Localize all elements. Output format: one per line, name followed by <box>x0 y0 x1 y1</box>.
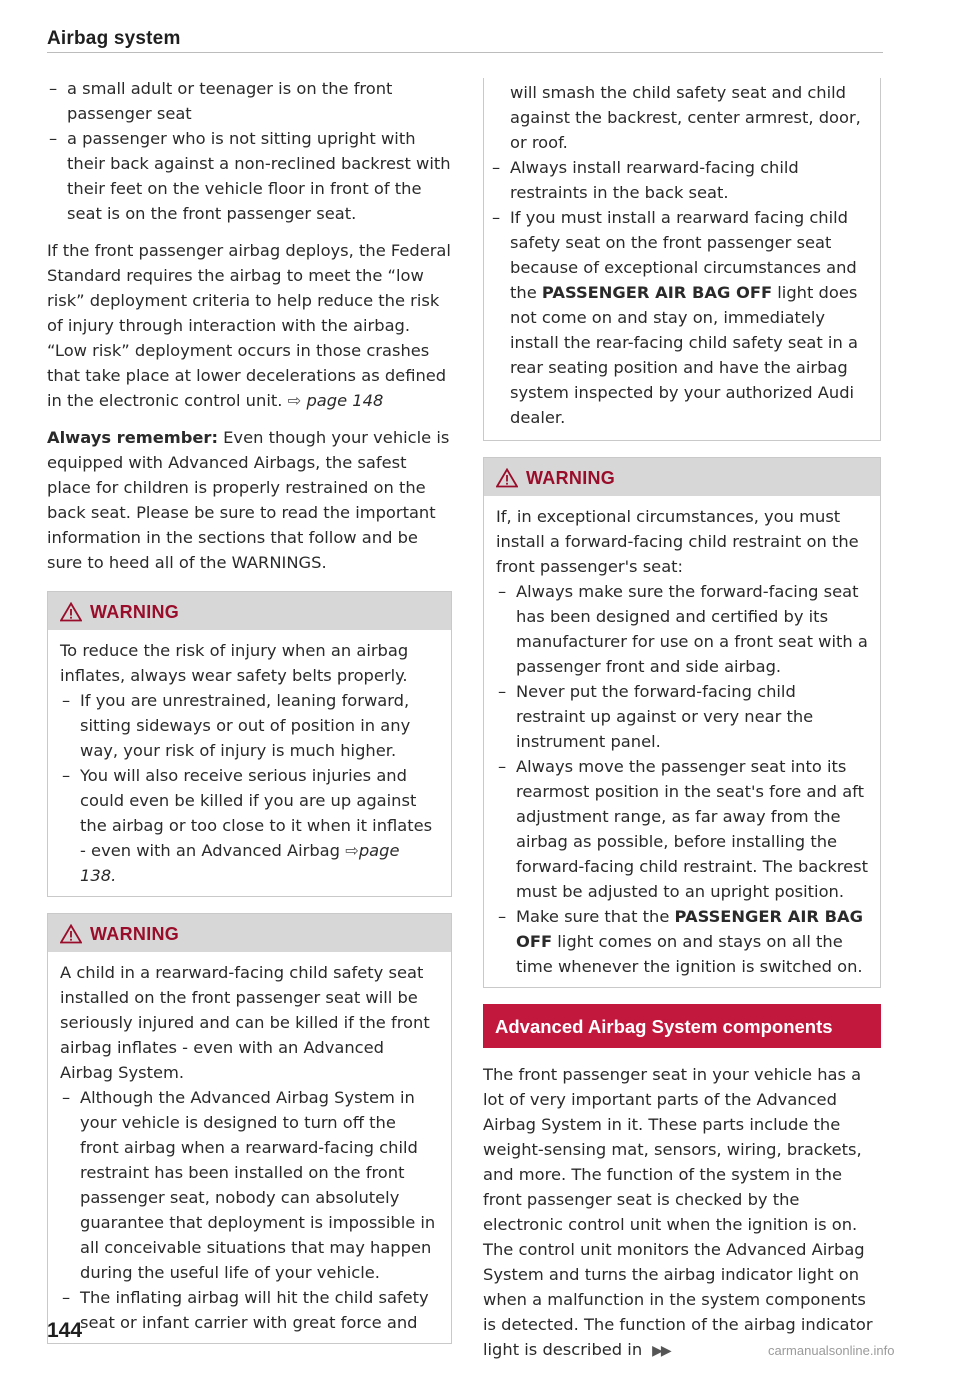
warning-list <box>60 688 439 888</box>
list-item-text: light does not come on and stay on, immediately install the rear-facing child safety seat in a rear seating position and have the airbag system inspected by your authorized Audi dealer. <box>510 283 858 427</box>
warning-text: If, in exceptional circumstances, you must install a forward-facing child restraint on the front passenger's seat: <box>496 507 859 576</box>
warning-box <box>47 913 452 1344</box>
warning-list <box>496 579 868 979</box>
warning-title: WARNING <box>90 923 180 944</box>
warning-triangle-icon <box>496 468 518 488</box>
list-item: – Always move the passenger seat into its rearmost position in the seat's fore and aft adjustment range, as far away from the airbag as possible, before installing the forward-facing child restraint. The backrest must be adjusted to an upright position. <box>496 754 868 904</box>
list-item: – Always install rearward-facing child restraints in the back seat. <box>490 155 866 205</box>
warning-body <box>48 630 451 896</box>
list-item: – The inflating airbag will hit the child safety seat or infant carrier with great force and <box>60 1285 439 1335</box>
warning-body <box>484 496 880 987</box>
warning-box <box>47 591 452 897</box>
list-item: – Always make sure the forward-facing seat has been designed and certified by its manufacturer for use on a front seat with a passenger front and side airbag. <box>496 579 868 679</box>
left-column <box>47 76 452 1360</box>
warning-header <box>484 458 880 496</box>
warning-header <box>48 592 451 630</box>
page-header-title: Airbag system <box>47 28 181 49</box>
paragraph <box>47 238 452 413</box>
warning-triangle-icon <box>60 924 82 944</box>
list-item <box>496 904 868 979</box>
paragraph-text: Even though your vehicle is equipped with Advanced Airbags, the safest place for children is properly restrained on the back seat. Please be sure to read the important information in the sections that follow and be sure to heed all of the WARNINGS. <box>47 428 450 572</box>
warning-triangle-icon <box>60 602 82 622</box>
warning-text: To reduce the risk of injury when an airbag inflates, always wear safety belts properly. <box>60 641 409 685</box>
warning-title: WARNING <box>526 467 616 488</box>
warning-text: A child in a rearward-facing child safety seat installed on the front passenger seat will be seriously injured and can be killed if the front airbag inflates - even with an Advanced Airbag System. <box>60 963 430 1082</box>
warning-box <box>483 457 881 988</box>
list-item-text: If you must install a rearward facing child safety seat on the front passenger seat because of exceptional circumstances and the <box>510 208 857 302</box>
list-item: – a passenger who is not sitting upright with their back against a non-reclined backrest with their feet on the vehicle floor in front of the seat is on the front passenger seat. <box>47 126 452 226</box>
list-item: – If you are unrestrained, leaning forward, sitting sideways or out of position in any way, your risk of injury is much higher. <box>60 688 439 763</box>
list-item <box>60 763 439 888</box>
paragraph-text: The front passenger seat in your vehicle has a lot of very important parts of the Advanced Airbag System in it. These parts include the weight-sensing mat, sensors, wiring, brackets, and more. The function of the system in the front passenger seat is checked by the electronic control unit when the ignition is on. The control unit monitors the Advanced Airbag System and turns the airbag indicator light on when a malfunction in the system components is detected. The function of the airbag indicator light is described in <box>483 1065 873 1359</box>
page-reference-link[interactable]: page 138. <box>80 841 400 885</box>
list-item-text: light comes on and stays on all the time whenever the ignition is switched on. <box>516 932 863 976</box>
list-item: – Never put the forward-facing child restraint up against or very near the instrument panel. <box>496 679 868 754</box>
warning-list <box>60 1085 439 1335</box>
intro-list <box>47 76 452 226</box>
arrow-right-icon: ⇨ <box>345 841 359 860</box>
list-item-text: You will also receive serious injuries and could even be killed if you are up against the airbag or too close to it when it inflates - even with an Advanced Airbag <box>80 766 433 860</box>
arrow-right-icon: ⇨ <box>287 391 302 410</box>
always-remember-label: Always remember: <box>47 428 218 447</box>
page-reference-link[interactable]: page 148 <box>306 391 384 410</box>
warning-header <box>48 914 451 952</box>
list-item <box>490 205 866 430</box>
page-number: 144 <box>47 1319 83 1342</box>
section-heading: Advanced Airbag System components <box>483 1004 881 1048</box>
watermark: carmanualsonline.info <box>768 1343 895 1358</box>
warning-list <box>490 155 866 430</box>
paragraph-text: If the front passenger airbag deploys, the Federal Standard requires the airbag to meet the “low risk” deployment criteria to help reduce the risk of injury through interaction with the airbag. “Low risk” deployment occurs in those crashes that take place at lower decelerations as defined in the electronic control unit. <box>47 241 451 410</box>
paragraph <box>47 425 452 575</box>
warning-body <box>48 952 451 1343</box>
warning-title: WARNING <box>90 601 180 622</box>
header-divider <box>47 52 883 53</box>
paragraph <box>483 1062 881 1364</box>
list-item-text: Make sure that the <box>516 907 675 926</box>
right-column <box>483 78 881 1376</box>
passenger-air-bag-off-label: PASSENGER AIR BAG OFF <box>541 283 773 302</box>
list-item: – a small adult or teenager is on the front passenger seat <box>47 76 452 126</box>
warning-text: will smash the child safety seat and child against the backrest, center armrest, door, or roof. <box>510 83 861 152</box>
warning-continuation <box>483 78 881 441</box>
continue-arrow-icon: ▶▶ <box>652 1343 670 1359</box>
list-item: – Although the Advanced Airbag System in your vehicle is designed to turn off the front airbag when a rearward-facing child restraint has been installed on the front passenger seat, nobody can absolutely guarantee that deployment is impossible in all conceivable situations that may happen during the useful life of your vehicle. <box>60 1085 439 1285</box>
passenger-air-bag-off-label: PASSENGER AIR BAG OFF <box>516 907 863 951</box>
